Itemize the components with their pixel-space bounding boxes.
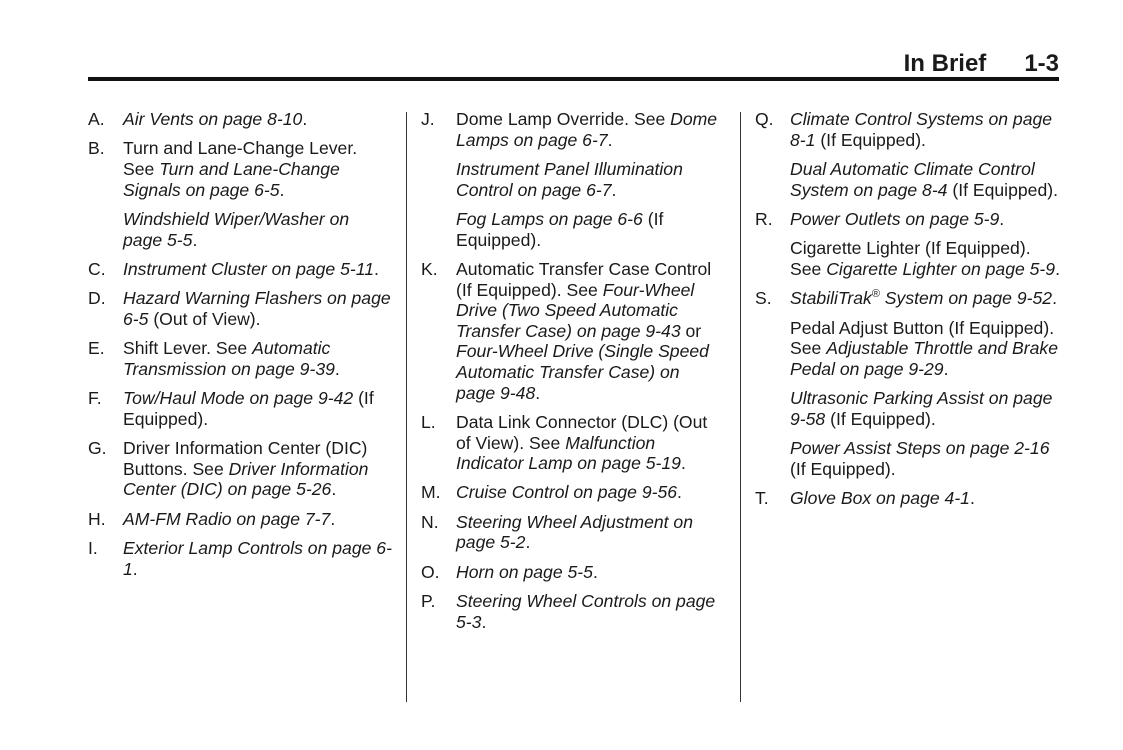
list-item-c xyxy=(88,259,393,280)
list-item-k xyxy=(421,259,721,403)
list-item-q xyxy=(755,109,1065,200)
page-reference-link[interactable]: Fog Lamps on page 6-6 xyxy=(456,208,643,229)
item-text: Shift Lever. See Automatic Transmission on page 9-39. xyxy=(123,338,340,379)
page-reference-link[interactable]: Instrument Cluster on page 5-11 xyxy=(123,258,375,279)
item-text: Steering Wheel Controls on page 5-3. xyxy=(456,591,716,632)
page-reference-link[interactable]: Hazard Warning Flashers on page 6-5 xyxy=(123,288,391,329)
list-item-e xyxy=(88,338,393,379)
item-letter: K. xyxy=(421,258,438,279)
page-reference-link[interactable]: Adjustable Throttle and Brake Pedal on page 9-29 xyxy=(790,338,1058,379)
item-text: Steering Wheel Adjustment on page 5-2. xyxy=(456,511,693,553)
page-reference-link[interactable]: Turn and Lane-Change Signals on page 6-5 xyxy=(123,158,340,200)
item-text: Hazard Warning Flashers on page 6-5 (Out of View). xyxy=(123,288,391,329)
item-letter: Q. xyxy=(755,109,774,129)
list-item-m xyxy=(421,482,721,503)
item-text: Cruise Control on page 9-56. xyxy=(456,482,682,503)
item-text: Instrument Cluster on page 5-11. xyxy=(123,258,379,279)
page-reference-link[interactable]: Cruise Control on page 9-56 xyxy=(456,482,678,503)
item-letter: E. xyxy=(88,338,105,359)
item-text: Glove Box on page 4-1. xyxy=(790,488,975,509)
page-reference-link[interactable]: Ultrasonic Parking Assist on page 9-58 xyxy=(790,388,1053,429)
item-letter: C. xyxy=(88,258,106,279)
item-letter: H. xyxy=(88,508,106,529)
list-item-h xyxy=(88,509,393,530)
column-2 xyxy=(421,109,721,641)
item-letter: J. xyxy=(421,109,435,129)
list-item-r xyxy=(755,209,1065,280)
page-reference-link[interactable]: Power Outlets on page 5-9 xyxy=(790,208,1000,229)
page-reference-link[interactable]: Climate Control Systems on page 8-1 xyxy=(790,109,1053,150)
item-letter: P. xyxy=(421,591,436,612)
item-letter: D. xyxy=(88,288,106,309)
list-item-a xyxy=(88,109,393,130)
registered-mark: ® xyxy=(871,288,880,301)
page-reference-link[interactable]: Steering Wheel Controls on page 5-3 xyxy=(456,591,716,632)
page-reference-link[interactable]: Driver Information Center (DIC) on page 5-26 xyxy=(123,458,369,500)
page-reference-link[interactable]: Windshield Wiper/Washer on page 5-5 xyxy=(123,208,350,250)
header-rule xyxy=(88,77,1059,81)
page-reference-link[interactable]: Dual Automatic Climate Control System on page 8-4 xyxy=(790,158,1035,200)
page-reference-link[interactable]: Power Assist Steps on page 2-16 xyxy=(790,438,1050,459)
item-text: AM-FM Radio on page 7-7. xyxy=(123,508,336,529)
page-reference-link[interactable]: Four-Wheel Drive (Two Speed Automatic Transfer Case) on page 9-43 xyxy=(456,279,695,341)
item-letter: T. xyxy=(755,488,769,509)
page-reference-link[interactable]: Automatic Transmission on page 9-39 xyxy=(123,338,335,379)
item-text: Driver Information Center (DIC) Buttons. See Driver Information Center (DIC) on page 5-26. xyxy=(123,438,369,500)
list-item-b xyxy=(88,138,393,250)
list-item-n xyxy=(421,512,721,553)
item-text: Power Outlets on page 5-9. Cigarette Lighter (If Equipped). See Cigarette Lighter on page 5-9. xyxy=(790,208,1060,279)
page-reference-link[interactable]: Dome Lamps on page 6-7 xyxy=(456,109,718,150)
section-title: In Brief xyxy=(903,50,987,77)
item-letter: R. xyxy=(755,208,773,229)
item-letter: A. xyxy=(88,109,105,129)
item-letter: I. xyxy=(88,538,98,559)
list-item-o xyxy=(421,562,721,583)
list-item-l xyxy=(421,412,721,474)
list-item-f xyxy=(88,388,393,429)
item-text: Horn on page 5-5. xyxy=(456,561,598,582)
page-reference-link[interactable]: Exterior Lamp Controls on page 6-1 xyxy=(123,538,392,579)
item-letter: S. xyxy=(755,288,772,309)
item-letter: F. xyxy=(88,388,102,409)
page-header xyxy=(904,50,1059,78)
list-item-s xyxy=(755,288,1065,479)
list-item-j xyxy=(421,109,721,250)
page-reference-link[interactable]: StabiliTrak® System on page 9-52. xyxy=(790,288,1057,309)
page-reference-link[interactable]: Four-Wheel Drive (Single Speed Automatic Transfer Case) on page 9-48 xyxy=(456,341,709,403)
page-reference-link[interactable]: Air Vents on page 8-10 xyxy=(123,109,303,129)
list-item-i xyxy=(88,538,393,579)
page-reference-link[interactable]: AM-FM Radio on page 7-7 xyxy=(123,508,331,529)
page-reference-link[interactable]: Tow/Haul Mode on page 9-42 xyxy=(123,388,354,409)
column-1 xyxy=(88,109,393,588)
page-reference-link[interactable]: Glove Box on page 4-1 xyxy=(790,488,970,509)
page-reference-link[interactable]: Horn on page 5-5 xyxy=(456,561,593,582)
item-text: Climate Control Systems on page 8-1 (If Equipped). Dual Automatic Climate Control System on page 8-4 (If Equipped). xyxy=(790,109,1058,200)
item-letter: O. xyxy=(421,561,440,582)
item-text: Exterior Lamp Controls on page 6-1. xyxy=(123,538,392,579)
item-letter: M. xyxy=(421,482,441,503)
list-item-d xyxy=(88,288,393,329)
item-text: Turn and Lane-Change Lever. See Turn and Lane-Change Signals on page 6-5. Windshield Wiper/Washer on page 5-5. xyxy=(123,138,358,250)
item-letter: N. xyxy=(421,511,439,532)
item-text: Dome Lamp Override. See Dome Lamps on page 6-7. Instrument Panel Illumination Control on page 6-7. Fog Lamps on page 6-6 (If Equipped). xyxy=(456,109,718,250)
item-letter: G. xyxy=(88,438,107,459)
list-item-p xyxy=(421,591,721,632)
item-text: Tow/Haul Mode on page 9-42 (If Equipped). xyxy=(123,388,374,429)
page-reference-link[interactable]: Steering Wheel Adjustment on page 5-2 xyxy=(456,511,693,553)
item-letter: L. xyxy=(421,411,436,432)
column-divider xyxy=(740,112,741,702)
page-reference-link[interactable]: Cigarette Lighter on page 5-9 xyxy=(826,258,1056,279)
page-number: 1-3 xyxy=(1024,50,1059,77)
item-text: Data Link Connector (DLC) (Out of View). See Malfunction Indicator Lamp on page 5-19. xyxy=(456,411,708,474)
item-text: Automatic Transfer Case Control (If Equipped). See Four-Wheel Drive (Two Speed Automatic Transfer Case) on page 9-43 or Four-Wheel Drive (Single Speed Automatic Transfer Case) on page 9-48. xyxy=(456,258,712,403)
column-divider xyxy=(406,112,407,702)
page-reference-link[interactable]: Malfunction Indicator Lamp on page 5-19 xyxy=(456,432,681,474)
page-reference-link[interactable]: Instrument Panel Illumination Control on page 6-7 xyxy=(456,158,683,200)
item-letter: B. xyxy=(88,138,105,159)
list-item-g xyxy=(88,438,393,500)
item-text: Air Vents on page 8-10. xyxy=(123,109,308,129)
list-item-t xyxy=(755,488,1065,509)
column-3 xyxy=(755,109,1065,518)
item-text: StabiliTrak® System on page 9-52. Pedal Adjust Button (If Equipped). See Adjustable Throttle and Brake Pedal on page 9-29. Ultrasonic Parking Assist on page 9-58 (If Equipped). Power Assist Steps on page 2-16 (If Equipped). xyxy=(790,288,1065,479)
